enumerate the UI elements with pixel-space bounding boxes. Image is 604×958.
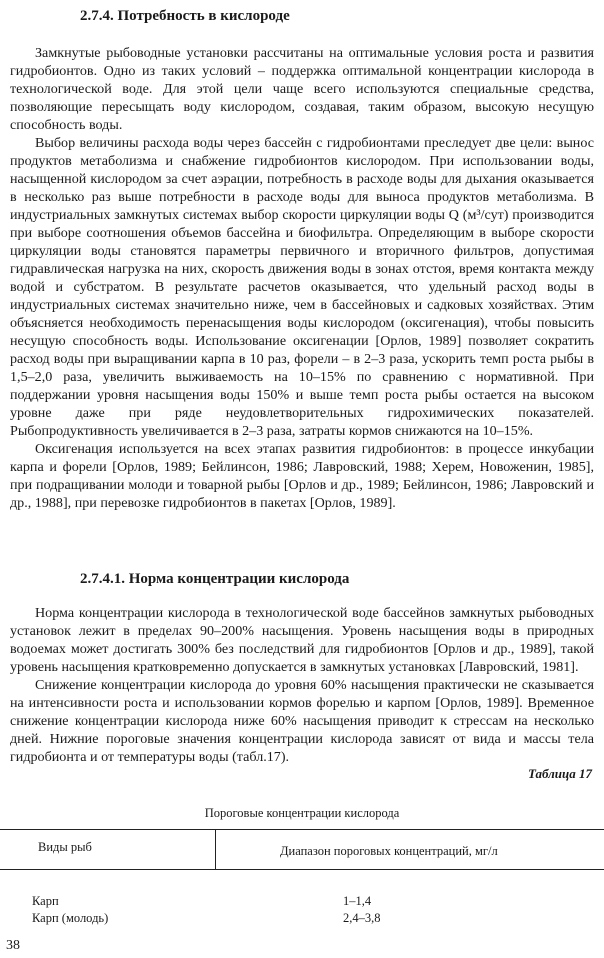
page-number: 38 xyxy=(6,938,20,953)
table-cell-species: Карп (молодь) xyxy=(32,911,109,925)
paragraph: Норма концентрации кислорода в технологической воде бассейнов замкнутых рыбоводных установок лежит в пределах 90–200% насыщения. Уровень насыщения воды в природных водоемах может достигать 300% без последствий для гидробионтов [Орлов и др., 1989], такой уровень насыщения кратковременно допускается в замкнутых установках [Лавровский, 1981]. xyxy=(10,605,594,675)
subsection-heading: 2.7.4.1. Норма концентрации кислорода xyxy=(80,571,350,587)
table-column-divider xyxy=(215,829,216,869)
table-header-rule xyxy=(0,869,604,870)
table-header-range: Диапазон пороговых концентраций, мг/л xyxy=(280,844,498,858)
table-header-species: Виды рыб xyxy=(38,840,92,854)
body-text-2 xyxy=(10,604,594,766)
table-title: Пороговые концентрации кислорода xyxy=(204,806,400,820)
table-cell-species: Карп xyxy=(32,894,59,908)
body-text-1 xyxy=(10,44,594,512)
table-cell-range: 1–1,4 xyxy=(343,894,372,908)
section-heading: 2.7.4. Потребность в кислороде xyxy=(80,8,290,24)
paragraph: Выбор величины расхода воды через бассейн с гидробионтами преследует две цели: вынос продуктов метаболизма и снабжение гидробионтов кислородом. При использовании воды, насыщенной кислородом за счет аэрации, потребность в расходе воды для дыхания оказывается в несколько раз выше потребности в расходе воды для выноса продуктов метаболизма. В индустриальных замкнутых системах выбор скорости циркуляции воды Q (м³/сут) производится при выборе соотношения объемов бассейна и биофильтра. Определяющим в выборе скорости циркуляции воды становятся параметры первичного и вторичного фильтров, допустимая гидравлическая нагрузка на них, скорость движения воды в зонах отстоя, время контакта между водой и субстратом. В результате расчетов оказывается, что удельный расход воды в индустриальных системах значительно ниже, чем в бассейновых и садковых хозяйствах. Этим объясняется необходимость перенасыщения воды кислородом (оксигенация), чтобы повысить несущую способность воды. Использование оксигенации [Орлов, 1989] позволяет сократить расход воды при выращивании карпа в 10 раз, форели – в 2–3 раза, ускорить темп роста рыбы в 1,5–2,0 раза, увеличить выживаемость на 10–15% по сравнению с нормативной. При поддержании уровня насыщения воды 150% и выше темп роста рыбы остается на высоком уровне даже при ряде неудовлетворительных гидрохимических показателей. Рыбопродуктивность увеличивается в 2–3 раза, затраты кормов снижаются на 10–15%. xyxy=(10,135,594,439)
table-cell-range: 2,4–3,8 xyxy=(343,911,381,925)
table-caption: Таблица 17 xyxy=(527,766,592,781)
paragraph: Замкнутые рыбоводные установки рассчитаны на оптимальные условия роста и развития гидробионтов. Одно из таких условий – поддержка оптимальной концентрации кислорода в технологической воде. Для этой цели чаще всего используются специальные средства, позволяющие пересыщать воду кислородом, создавая, таким образом, высокую несущую способность воды. xyxy=(10,45,594,133)
table-top-rule xyxy=(0,829,604,830)
paragraph: Оксигенация используется на всех этапах развития гидробионтов: в процессе инкубации карпа и форели [Орлов, 1989; Бейлинсон, 1986; Лавровский, 1988; Херем, Новоженин, 1985], при подращивании молоди и товарной рыбы [Орлов и др., 1989; Бейлинсон, 1986; Лавровский и др., 1988], при перевозке гидробионтов в пакетах [Орлов, 1989]. xyxy=(10,441,594,511)
paragraph: Снижение концентрации кислорода до уровня 60% насыщения практически не сказывается на интенсивности роста и использовании кормов форелью и карпом [Орлов, 1989]. Временное снижение концентрации кислорода ниже 60% насыщения приводит к стрессам на несколько дней. Нижние пороговые значения концентрации кислорода зависят от вида и массы тела гидробионта и от температуры воды (табл.17). xyxy=(10,677,594,765)
